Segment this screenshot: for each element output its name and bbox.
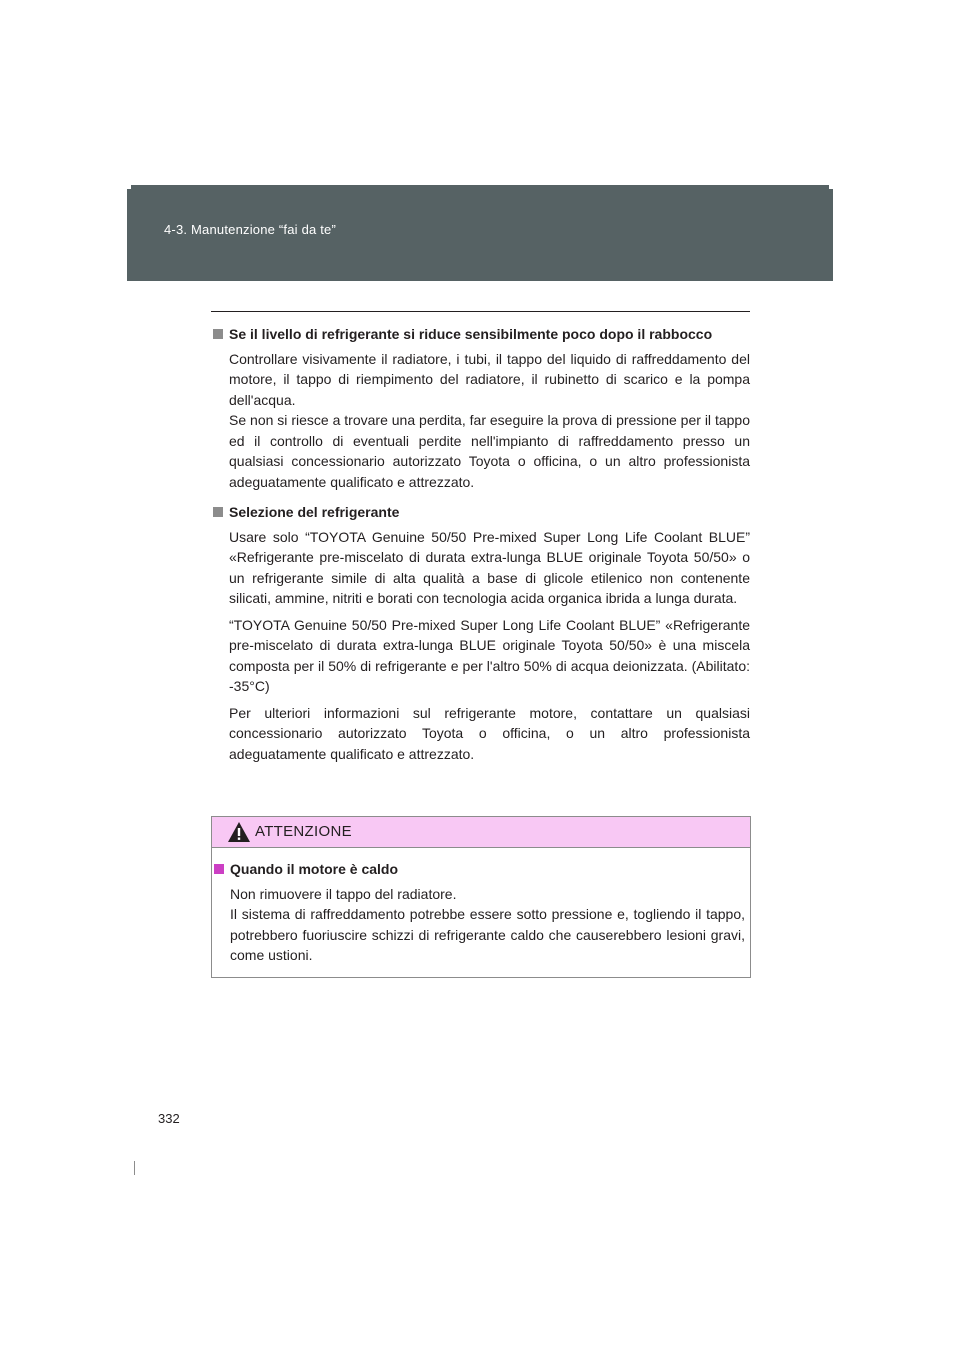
- caution-paragraph: Non rimuovere il tappo del radiatore.: [230, 885, 457, 902]
- section-paragraph: Controllare visivamente il radiatore, i tubi, il tappo del liquido di raffreddamento del motore, il tappo di riempimento del radiatore, il rubinetto di scarico e la pompa dell'acqua.: [229, 350, 750, 408]
- section-paragraph: Per ulteriori informazioni sul refrigerante motore, contattare un qualsiasi concessionario autorizzato Toyota o officina, o un altro professionista adeguatamente qualificato e attrezzato.: [229, 704, 750, 762]
- top-divider: [211, 311, 750, 312]
- page-number: 332: [158, 1111, 180, 1126]
- chapter-title: 4-3. Manutenzione “fai da te”: [164, 222, 337, 237]
- square-bullet-icon: [213, 507, 223, 517]
- chapter-header-band: [127, 185, 833, 281]
- warning-triangle-icon: [227, 821, 251, 843]
- crop-mark: [134, 1161, 135, 1175]
- section-paragraph: Usare solo “TOYOTA Genuine 50/50 Pre-mixed Super Long Life Coolant BLUE” «Refrigerante pre-miscelato di durata extra-lunga BLUE originale Toyota 50/50» o un refrigerante simile di alta qualità a base di glicole etilenico non contenente silicati, ammine, nitriti e borati con tecnologia acida organica ibrida a lunga durata.: [229, 528, 750, 606]
- section-heading-refill: [211, 324, 750, 345]
- caution-heading: [212, 859, 745, 880]
- header-corner-right: [829, 185, 833, 189]
- caution-title: ATTENZIONE: [255, 823, 352, 840]
- caution-paragraph: Il sistema di raffreddamento potrebbe essere sotto pressione e, togliendo il tappo, potrebbero fuoriuscire schizzi di refrigerante caldo che causerebbero lesioni gravi, come ustioni.: [230, 906, 745, 963]
- section-paragraph: “TOYOTA Genuine 50/50 Pre-mixed Super Long Life Coolant BLUE” «Refrigerante pre-miscelato di durata extra-lunga BLUE originale Toyota 50/50» è una miscela composta per il 50% di refrigerante e per l'altro 50% di acqua deionizzata. (Abilitato: -35°C): [229, 616, 750, 694]
- header-corner-left: [127, 185, 131, 189]
- caution-body: [212, 848, 750, 966]
- section-paragraph: Se non si riesce a trovare una perdita, far eseguire la prova di pressione per il tappo ed il controllo di eventuali perdite nell'impianto di raffreddamento presso un qualsiasi concessionario autorizzato Toyota o officina, o un altro professionista adeguatamente qualificato e attrezzato.: [229, 412, 750, 490]
- main-content: [211, 324, 750, 770]
- square-bullet-icon: [213, 329, 223, 339]
- section-heading-coolant-selection: [211, 502, 750, 523]
- section-heading-text: Se il livello di refrigerante si riduce sensibilmente poco dopo il rabbocco: [229, 326, 713, 342]
- caution-header: [212, 817, 750, 848]
- caution-box: [211, 816, 751, 978]
- square-bullet-icon: [214, 864, 224, 874]
- section-heading-text: Selezione del refrigerante: [229, 504, 400, 520]
- caution-heading-text: Quando il motore è caldo: [230, 861, 399, 877]
